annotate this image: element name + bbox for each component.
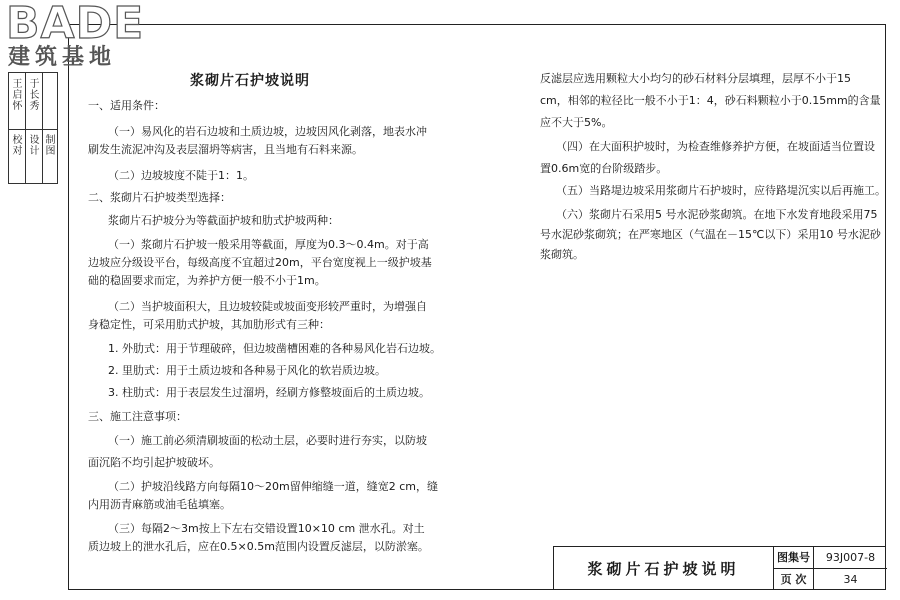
atlas-value: 93J007-8 (825, 551, 876, 564)
right-text-line-6: （五）当路堤边坡采用浆砌片石护坡时，应待路堤沉实以后再施工。 (556, 184, 886, 197)
left-text-line-13: 2. 里肋式：用于土质边坡和各种易于风化的软岩质边坡。 (108, 364, 386, 377)
right-text-line-7: （六）浆砌片石采用5 号水泥砂浆砌筑。在地下水发育地段采用75 (556, 208, 878, 221)
left-text-line-1: 一、适用条件： (88, 99, 165, 112)
left-text-line-18: （二）护坡沿线路方向每隔10～20m留伸缩缝一道，缝宽2 cm，缝 (108, 480, 438, 493)
left-text-line-8: 边坡应分级设平台，每级高度不宜超过20m，平台宽度视上一级护坡基 (88, 256, 432, 269)
left-text-line-10: （二）当护坡面积大，且边坡较陡或坡面变形较严重时，为增强自 (108, 300, 427, 313)
left-text-line-11: 身稳定性，可采用肋式护坡，其加肋形式有三种： (88, 318, 330, 331)
left-text-line-12: 1. 外肋式：用于节理破碎，但边坡凿槽困难的各种易风化岩石边坡。 (108, 342, 441, 355)
left-text-line-20: （三）每隔2～3m按上下左右交错设置10×10 cm 泄水孔。对土 (108, 522, 425, 535)
left-text-line-6: 浆砌片石护坡分为等截面护坡和肋式护坡两种： (108, 214, 339, 227)
left-text-line-19: 内用沥青麻筋或油毛毡填塞。 (88, 498, 231, 511)
right-text-line-3: 应不大于5%。 (540, 116, 613, 129)
right-text-line-2: cm，相邻的粒径比一般不小于1：4，砂石料颗粒小于0.15mm的含量 (540, 94, 881, 107)
right-text-line-1: 反滤层应选用颗粒大小均匀的砂石材料分层填理，层厚不小于15 (540, 72, 851, 85)
left-text-line-5: 二、浆砌片石护坡类型选择： (88, 191, 231, 204)
left-text-line-14: 3. 柱肋式：用于表层发生过溜坍，经刷方修整坡面后的土质边坡。 (108, 386, 430, 399)
sidebar-label-2: 设计 (29, 135, 40, 157)
sidebar-label-3: 制图 (45, 135, 56, 157)
atlas-label: 图集号 (774, 547, 814, 568)
right-text-line-4: （四）在大面积护坡时，为检查维修养护方便，在坡面适当位置设 (556, 140, 875, 153)
page-title: 浆砌片石护坡说明 (190, 73, 310, 89)
signature-sidebar (8, 72, 58, 184)
page-value: 34 (814, 568, 887, 590)
left-text-line-16: （一）施工前必须清刷坡面的松动土层，必要时进行夯实，以防坡 (108, 434, 427, 447)
left-text-line-2: （一）易风化的岩石边坡和土质边坡，边坡因风化剥落，地表水冲 (108, 125, 427, 138)
sidebar-name-2: 于长秀 (29, 79, 40, 112)
sidebar-name-1: 王启怀 (12, 79, 23, 112)
left-text-line-21: 质边坡上的泄水孔后，应在0.5×0.5m范围内设置反滤层，以防淤塞。 (88, 540, 429, 553)
page-label: 页 次 (774, 568, 814, 589)
logo-chinese-text: 建筑基地 (8, 45, 117, 70)
right-text-line-5: 置0.6m宽的台阶级踏步。 (540, 162, 668, 175)
title-block-title: 浆砌片石护坡说明 (554, 547, 774, 589)
right-text-line-8: 号水泥砂浆砌筑；在严寒地区（气温在－15℃以下）采用10 号水泥砂 (540, 228, 881, 241)
left-text-line-9: 础的稳固要求而定，为养护方便一般不小于1m。 (88, 274, 326, 287)
watermark-logo (6, 2, 156, 72)
logo-brand-text: BADE (6, 0, 145, 49)
left-text-line-15: 三、施工注意事项： (88, 410, 187, 423)
title-block (553, 546, 886, 590)
left-text-line-7: （一）浆砌片石护坡一般采用等截面，厚度为0.3～0.4m。对于高 (108, 238, 429, 251)
left-text-line-17: 面沉陷不均引起护坡破坏。 (88, 456, 220, 469)
left-text-line-3: 刷发生流泥冲沟及表层溜坍等病害，且当地有石料来源。 (88, 143, 363, 156)
left-text-line-4: （二）边坡坡度不陡于1：1。 (108, 169, 254, 182)
sidebar-label-1: 校对 (12, 135, 23, 157)
right-text-line-9: 浆砌筑。 (540, 248, 584, 261)
